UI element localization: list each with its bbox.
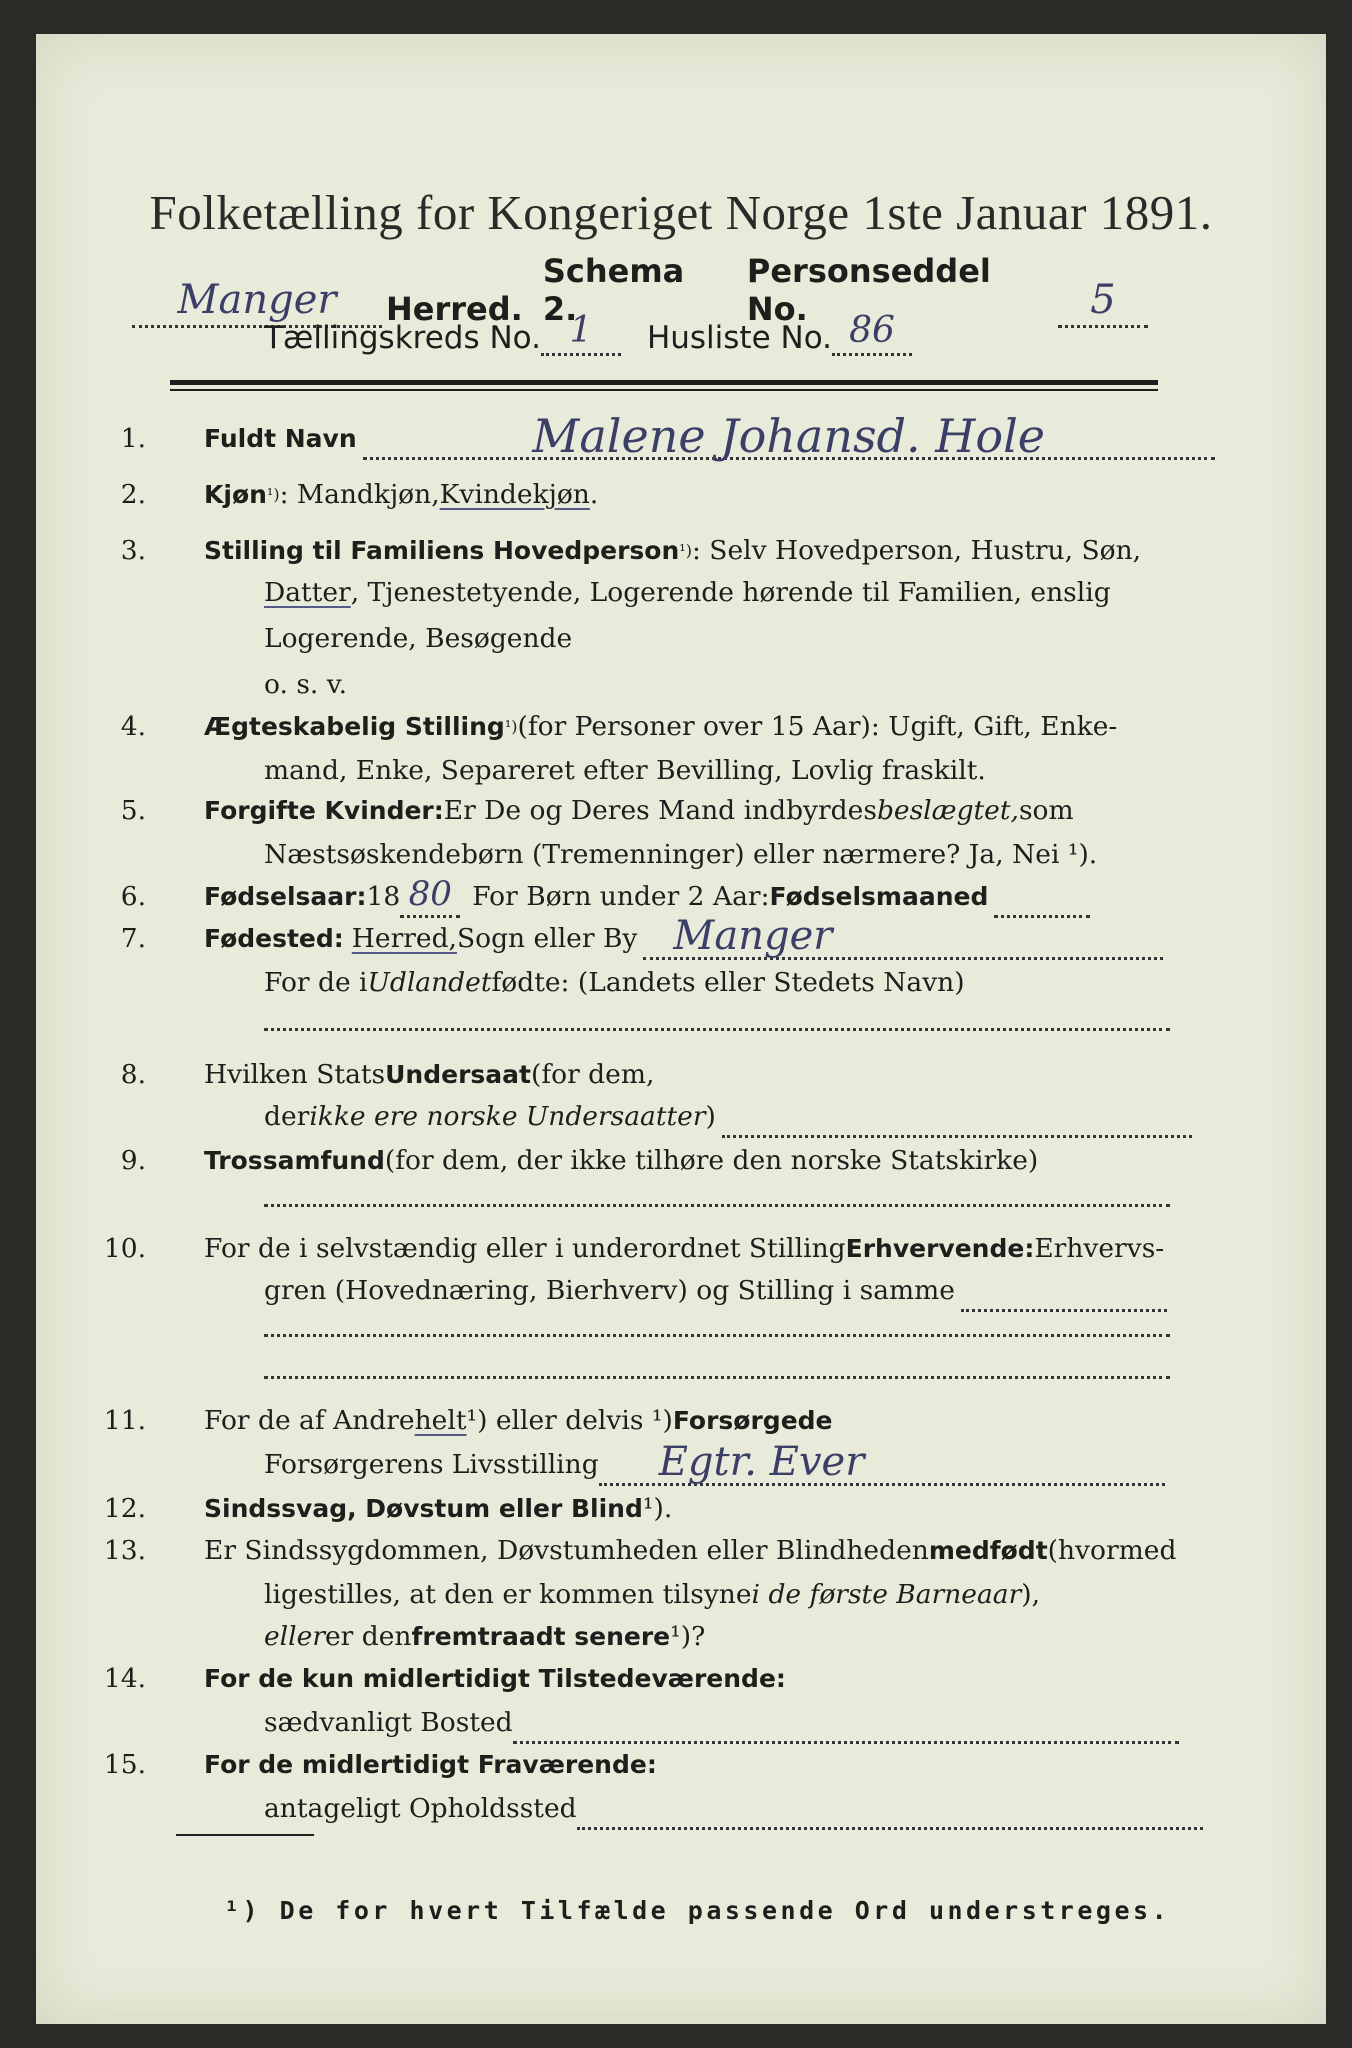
q2-underlined: Kvindekjøn [439, 479, 590, 510]
q6-year-prefix: 18 [366, 881, 401, 912]
q7-line2-b: fødte: (Landets eller Stedets Navn) [491, 967, 965, 998]
q4-line1-rest: (for Personer over 15 Aar): Ugift, Gift, Enke- [517, 711, 1118, 742]
q5-line2: Næstsøskendebørn (Tremenninger) eller nærmere? Ja, Nei ¹). [264, 839, 1098, 870]
q7-blank-line [264, 1028, 1170, 1031]
q15-line1 [204, 1744, 657, 1786]
q7-line2-italic: Udlandet [367, 967, 492, 998]
q3-line3: Logerende, Besøgende [264, 623, 573, 654]
q12-text [204, 1488, 672, 1530]
q7-field [643, 913, 1163, 960]
q2-label: Kjøn [204, 480, 267, 509]
q13-line3-c: ¹)? [670, 1621, 706, 1652]
q8-line2-italic: ikke ere norske Undersaatter [309, 1101, 706, 1132]
q13-line2-a: ligestilles, at den er kommen tilsyne [264, 1579, 752, 1610]
header-rule-thick [170, 380, 1158, 385]
q11-line1-a: For de af Andre [204, 1405, 415, 1436]
q10-line2-text: gren (Hovednæring, Bierhverv) og Stilling i samme [264, 1275, 955, 1306]
q15-label: For de midlertidigt Fraværende: [204, 1750, 657, 1779]
header-line-herred [132, 252, 1148, 328]
q10-field [961, 1283, 1167, 1312]
footnote: ¹) De for hvert Tilfælde passende Ord understreges. [224, 1896, 1171, 1925]
herred-value: Manger [177, 277, 337, 323]
q14-number: 14. [103, 1663, 146, 1694]
q7-number: 7. [120, 923, 146, 954]
q6-text [204, 876, 1090, 918]
q8-line2 [264, 1096, 1192, 1138]
q3-line1 [204, 530, 1141, 572]
q6-label: Fødselsaar: [204, 882, 367, 911]
q8-number: 8. [120, 1059, 146, 1090]
q3-number: 3. [120, 535, 146, 566]
husliste-value: 86 [849, 310, 895, 351]
census-form-sheet [36, 34, 1326, 2024]
q2-rest: : Mandkjøn, [279, 479, 440, 510]
q8-field [722, 1109, 1192, 1138]
schema-label: Schema 2. [542, 252, 685, 328]
q14-label: For de kun midlertidigt Tilstedeværende: [204, 1664, 786, 1693]
q5-line1 [204, 790, 1074, 832]
q13-line3-italic: eller [264, 1621, 325, 1652]
q12-number: 12. [103, 1493, 146, 1524]
husliste-label: Husliste No. [646, 320, 832, 356]
q13-number: 13. [103, 1535, 146, 1566]
q1-text [204, 409, 1215, 463]
q9-blank-line [264, 1204, 1170, 1207]
q9-text [204, 1140, 1038, 1182]
header-rule-thin [170, 389, 1158, 391]
q4-sup: ¹) [504, 717, 518, 736]
q13-line1-bold: medfødt [928, 1536, 1048, 1565]
q13-line1-c: (hvormed [1047, 1535, 1177, 1566]
q7-label: Fødested: [204, 924, 344, 953]
q10-line2 [264, 1270, 1167, 1312]
q1-label: Fuldt Navn [204, 424, 357, 453]
q13-line2-italic: i de første Barneaar [751, 1579, 1022, 1610]
q2-end: . [589, 479, 599, 510]
q6-month-field [994, 889, 1090, 918]
q15-line2-text: antageligt Opholdssted [264, 1793, 577, 1824]
q13-line3-bold: fremtraadt senere [411, 1622, 671, 1651]
kreds-field [541, 310, 621, 356]
q13-line2-b: ), [1021, 1579, 1041, 1610]
q2-sup: ¹) [266, 485, 280, 504]
q3-label: Stilling til Familiens Hovedperson [204, 536, 680, 565]
q11-value: Egtr. Ever [658, 1439, 865, 1485]
personseddel-label: Personseddel No. [746, 252, 991, 328]
q6-rest: For Børn under 2 Aar: [472, 881, 770, 912]
q2-number: 2. [120, 479, 146, 510]
q1-value: Malene Johansd. Hole [532, 409, 1046, 463]
q10-line1-a: For de i selvstændig eller i underordnet Stilling [204, 1233, 846, 1264]
q13-line3 [264, 1616, 705, 1658]
q11-line2 [264, 1439, 1165, 1486]
q15-field [577, 1801, 1203, 1830]
q11-line1 [204, 1400, 833, 1442]
q10-number: 10. [103, 1233, 146, 1264]
q13-line3-a: er den [324, 1621, 412, 1652]
q8-line2-a: der [264, 1101, 310, 1132]
q14-line2 [264, 1702, 1179, 1744]
q4-line1 [204, 706, 1117, 748]
q14-field [513, 1715, 1179, 1744]
q10-blank-line-2 [264, 1376, 1170, 1379]
q8-line1-rest: (for dem, [530, 1059, 655, 1090]
q7-underlined: Herred, [351, 923, 457, 954]
q11-field [599, 1439, 1165, 1486]
footnote-rule [176, 1834, 314, 1836]
q3-sup: ¹) [679, 541, 692, 560]
personseddel-value: 5 [1090, 277, 1116, 323]
q3-line2-rest: , Tjenestetyende, Logerende hørende til Familien, enslig [350, 577, 1111, 608]
q6-number: 6. [120, 881, 146, 912]
form-title: Folketælling for Kongeriget Norge 1ste Januar 1891. [149, 185, 1213, 240]
q6-rest-bold: Fødselsmaaned [769, 882, 989, 911]
q7-value: Manger [673, 913, 833, 959]
q5-line1-italic: beslægtet, [876, 795, 1019, 826]
q13-line2 [264, 1574, 1040, 1616]
q10-line1 [204, 1228, 1164, 1270]
q14-line2-text: sædvanligt Bosted [264, 1707, 513, 1738]
q5-label-a: For [204, 796, 250, 825]
q12-end: ¹). [642, 1493, 673, 1524]
kreds-value: 1 [569, 310, 593, 351]
q11-number: 11. [103, 1405, 146, 1436]
q8-label-b: Undersaat [385, 1060, 531, 1089]
q15-line2 [264, 1788, 1203, 1830]
q8-line1 [204, 1054, 654, 1096]
q2-text [204, 474, 598, 516]
q6-year-value: 80 [408, 874, 452, 914]
q5-number: 5. [120, 795, 146, 826]
q9-rest: (for dem, der ikke tilhøre den norske Statskirke) [384, 1145, 1039, 1176]
q3-line1-rest: : Selv Hovedperson, Hustru, Søn, [691, 535, 1142, 566]
q7-line2-a: For de i [264, 967, 368, 998]
q7-rest: Sogn eller By [456, 923, 638, 954]
q3-underlined: Datter [264, 577, 351, 608]
q15-number: 15. [103, 1749, 146, 1780]
q9-number: 9. [120, 1145, 146, 1176]
q4-number: 4. [120, 711, 146, 742]
q10-line1-bold: Erhvervende: [845, 1234, 1035, 1263]
q3-line4: o. s. v. [264, 669, 348, 700]
q1-number: 1. [120, 423, 146, 454]
q7-line1 [204, 913, 1163, 960]
q11-line1-bold: Forsørgede [672, 1406, 833, 1435]
q4-line2: mand, Enke, Separeret efter Bevilling, Lovlig fraskilt. [264, 755, 986, 786]
q5-line1-end: som [1018, 795, 1074, 826]
q3-line2 [264, 572, 1111, 614]
q5-line1-rest: Er De og Deres Mand indbyrdes [443, 795, 877, 826]
husliste-field [832, 310, 912, 356]
q10-line1-c: Erhvervs- [1034, 1233, 1165, 1264]
q8-label-a: Hvilken Stats [204, 1059, 386, 1090]
q9-label: Trossamfund [204, 1146, 385, 1175]
q13-line1 [204, 1530, 1176, 1572]
herred-label: Herred. [386, 290, 523, 328]
q8-line2-b: ) [705, 1101, 716, 1132]
q7-line2 [264, 962, 965, 1004]
q5-label-b: gifte Kvinder: [249, 796, 444, 825]
q11-line2-text: Forsørgerens Livsstilling [264, 1449, 599, 1480]
kreds-label: Tællingskreds No. [264, 320, 541, 356]
q11-underlined: helt [414, 1405, 467, 1436]
q1-field [363, 409, 1215, 463]
q4-label: Ægteskabelig Stilling [204, 712, 505, 741]
q13-line1-a: Er Sindssygdommen, Døvstumheden eller Blindheden [204, 1535, 929, 1566]
q11-line1-b: ¹) eller delvis ¹) [466, 1405, 673, 1436]
header-line-kreds [264, 310, 1148, 356]
q14-line1 [204, 1658, 786, 1700]
q12-label: Sindssvag, Døvstum eller Blind [204, 1494, 643, 1523]
q6-year-field [400, 874, 460, 918]
q10-blank-line-1 [264, 1334, 1170, 1337]
